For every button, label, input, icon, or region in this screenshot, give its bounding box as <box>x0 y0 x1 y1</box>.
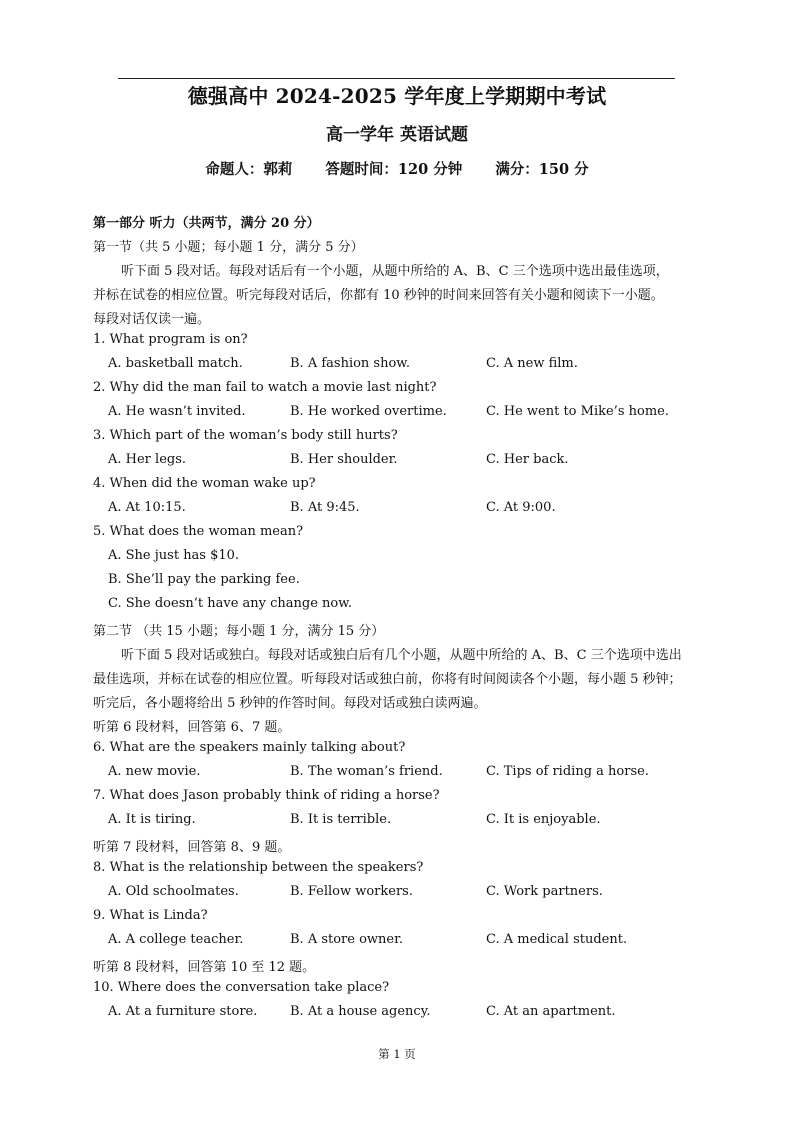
option-a: A. At a furniture store. <box>108 1004 258 1019</box>
option-c: C. A medical student. <box>486 932 628 947</box>
option-a: A. new movie. <box>108 764 201 779</box>
option-b: B. A fashion show. <box>290 356 411 371</box>
option-c: C. It is enjoyable. <box>486 812 601 827</box>
time-limit: 答题时间：120 分钟 <box>325 161 463 178</box>
section2-instruction: 听下面 5 段对话或独白。每段对话或独白后有几个小题，从题中所给的 A、B、C 三个选项中选出 <box>121 648 682 663</box>
question-stem: 4. When did the woman wake up? <box>93 476 316 491</box>
section1-instruction: 听下面 5 段对话。每段对话后有一个小题，从题中所给的 A、B、C 三个选项中选出最佳选项， <box>121 264 669 279</box>
full-score: 满分：150 分 <box>495 161 589 178</box>
option-c: C. Work partners. <box>486 884 603 899</box>
option-b: B. Her shoulder. <box>290 452 398 467</box>
option-b: B. At a house agency. <box>290 1004 431 1019</box>
question-stem: 7. What does Jason probably think of riding a horse? <box>93 788 440 803</box>
option-a: A. At 10:15. <box>108 500 186 515</box>
option-b: B. She’ll pay the parking fee. <box>108 572 300 587</box>
question-stem: 8. What is the relationship between the speakers? <box>93 860 424 875</box>
option-c: C. Her back. <box>486 452 569 467</box>
option-a: A. He wasn’t invited. <box>108 404 246 419</box>
option-b: B. Fellow workers. <box>290 884 413 899</box>
exam-subtitle: 高一学年 英语试题 <box>326 125 468 145</box>
section2-instruction: 最佳选项，并标在试卷的相应位置。听每段对话或独白前，你将有时间阅读各个小题，每小题 5 秒钟； <box>93 672 682 687</box>
question-stem: 2. Why did the man fail to watch a movie last night? <box>93 380 437 395</box>
option-b: B. The woman’s friend. <box>290 764 443 779</box>
section2-heading: 第二节 （共 15 小题；每小题 1 分，满分 15 分） <box>93 624 385 639</box>
option-b: B. It is terrible. <box>290 812 392 827</box>
option-c: C. Tips of riding a horse. <box>486 764 649 779</box>
exam-meta <box>0 158 794 179</box>
option-b: B. At 9:45. <box>290 500 360 515</box>
option-a: A. It is tiring. <box>108 812 196 827</box>
option-c: C. He went to Mike’s home. <box>486 404 669 419</box>
part1-heading: 第一部分 听力（共两节，满分 20 分） <box>93 216 320 231</box>
section2-instruction: 听完后，各小题将给出 5 秒钟的作答时间。每段对话或独白读两遍。 <box>93 696 487 711</box>
option-c: C. At 9:00. <box>486 500 556 515</box>
page-number: 第 1 页 <box>378 1047 416 1061</box>
option-c: C. At an apartment. <box>486 1004 616 1019</box>
option-c: C. She doesn’t have any change now. <box>108 596 352 611</box>
option-a: A. Her legs. <box>108 452 187 467</box>
question-stem: 10. Where does the conversation take place? <box>93 980 390 995</box>
section1-heading: 第一节（共 5 小题；每小题 1 分，满分 5 分） <box>93 240 364 255</box>
option-a: A. basketball match. <box>108 356 243 371</box>
exam-title: 德强高中 2024-2025 学年度上学期期中考试 <box>187 84 607 108</box>
question-stem: 9. What is Linda? <box>93 908 208 923</box>
option-a: A. She just has $10. <box>108 548 240 563</box>
question-stem: 5. What does the woman mean? <box>93 524 304 539</box>
option-b: B. A store owner. <box>290 932 404 947</box>
option-c: C. A new film. <box>486 356 578 371</box>
material-note: 听第 7 段材料，回答第 8、9 题。 <box>93 840 291 855</box>
section1-instruction: 并标在试卷的相应位置。听完每段对话后，你都有 10 秒钟的时间来回答有关小题和阅读下一小题。 <box>93 288 664 303</box>
question-stem: 1. What program is on? <box>93 332 248 347</box>
option-a: A. Old schoolmates. <box>108 884 239 899</box>
author: 命题人：郭莉 <box>205 161 293 178</box>
question-stem: 3. Which part of the woman’s body still hurts? <box>93 428 398 443</box>
section1-instruction: 每段对话仅读一遍。 <box>93 312 211 327</box>
question-stem: 6. What are the speakers mainly talking about? <box>93 740 406 755</box>
option-a: A. A college teacher. <box>108 932 244 947</box>
top-rule <box>118 78 675 79</box>
option-b: B. He worked overtime. <box>290 404 447 419</box>
material-note: 听第 8 段材料，回答第 10 至 12 题。 <box>93 960 316 975</box>
material-note: 听第 6 段材料，回答第 6、7 题。 <box>93 720 291 735</box>
